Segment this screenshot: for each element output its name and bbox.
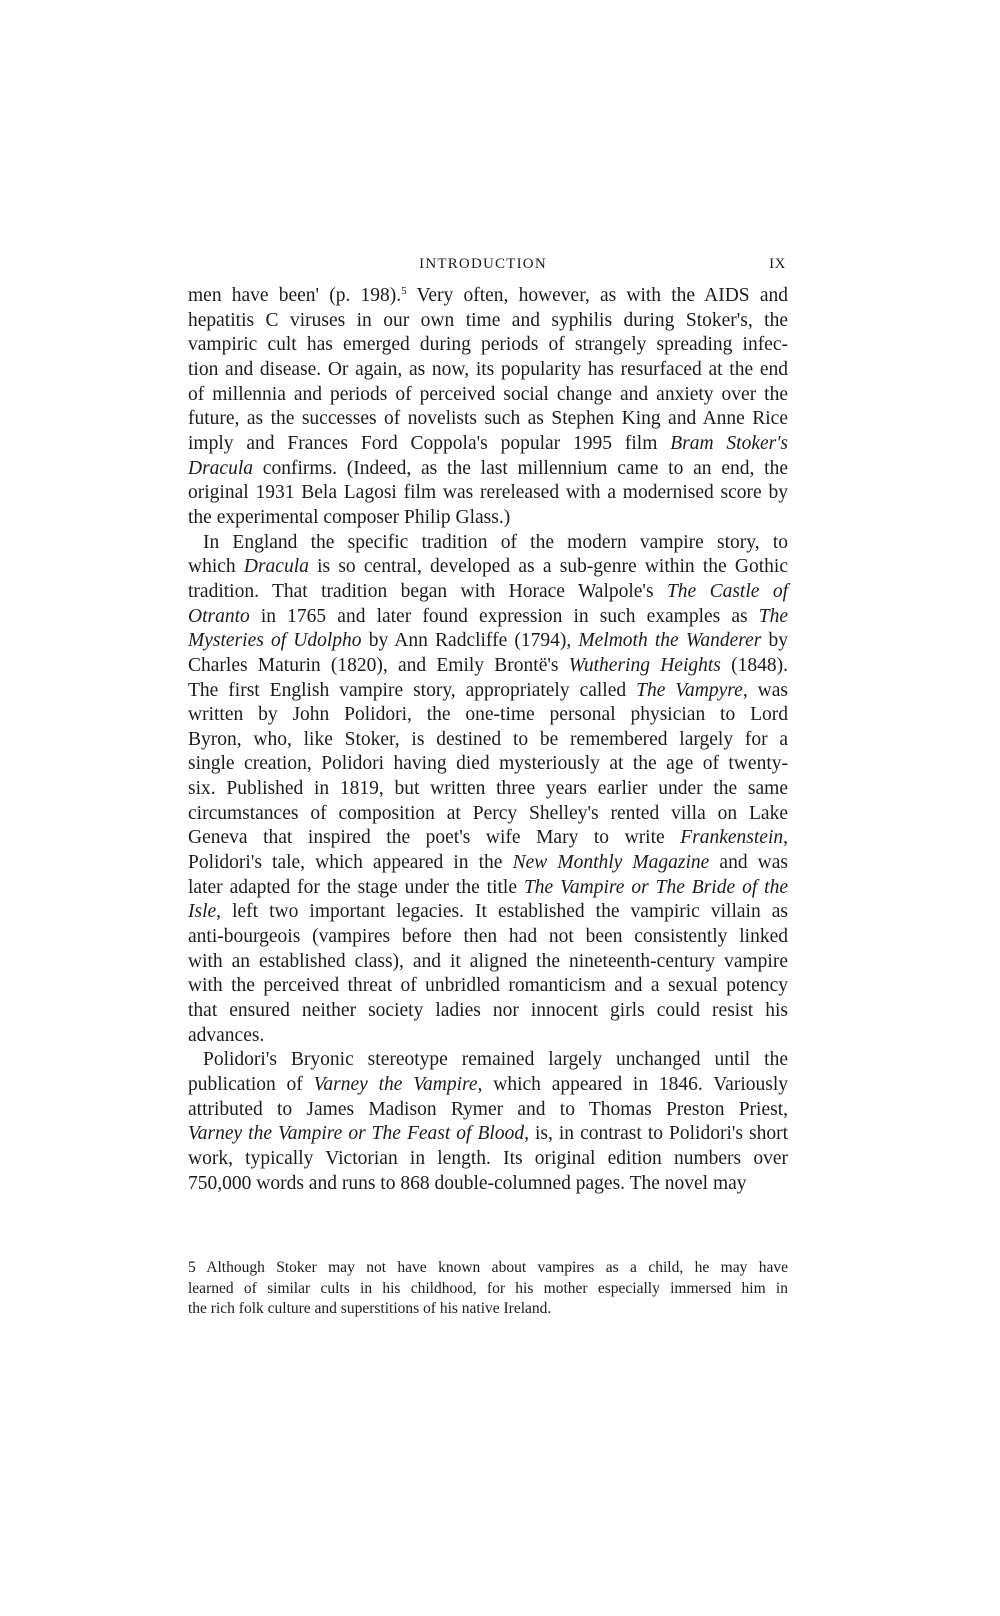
text-line [188,654,788,679]
italic-title: The [758,605,788,627]
text-run: that ensured neither society ladies nor innocent girls could resist his [188,1000,788,1022]
italic-title: Mysteries of Udolpho [188,630,362,652]
text-run: six. Published in 1819, but written three years earlier under the same [188,778,788,800]
text-line [188,481,788,506]
text-run: 750,000 words and runs to 868 double-columned pages. The novel may [188,1172,747,1194]
text-line [188,605,788,630]
italic-title: Isle [188,901,217,923]
text-line [188,309,788,334]
text-line [188,383,788,408]
text-line [188,1172,788,1197]
text-line [188,1098,788,1123]
body-text [188,284,788,1196]
running-head [188,252,788,278]
text-run: advances. [188,1024,265,1046]
text-run: with the perceived threat of unbridled romanticism and a sexual potency [188,975,788,997]
text-run: original 1931 Bela Lagosi film was rereleased with a modernised score by [188,482,788,504]
text-line [188,802,788,827]
text-line [188,1048,788,1073]
text-run: The first English vampire story, appropriately called [188,679,637,701]
text-run: Geneva that inspired the poet's wife Mary to write [188,827,681,849]
text-line [188,974,788,999]
text-run: Polidori's Bryonic stereotype remained largely unchanged until the [203,1049,788,1071]
text-line [188,752,788,777]
text-run: anti-bourgeois (vampires before then had not been consistently linked [188,926,788,948]
text-line [188,580,788,605]
paragraph [188,284,788,531]
text-line [188,284,788,309]
italic-title: The Vampyre [636,679,743,701]
text-run: future, as the successes of novelists such as Stephen King and Anne Rice [188,408,788,430]
text-line [188,679,788,704]
text-run: (1848). [720,654,788,676]
text-run: is so central, developed as a sub-genre within the Gothic [308,556,789,578]
text-line [188,925,788,950]
text-run: in 1765 and later found expression in such examples as [249,605,759,627]
text-run: publication of [188,1074,314,1095]
italic-title: New Monthly Magazine [512,852,710,874]
text-run: vampiric cult has emerged during periods of strangely spreading infec- [188,334,788,356]
text-line [188,1073,788,1098]
text-line [188,1147,788,1172]
text-run: , is, in contrast to Polidori's short [524,1123,788,1145]
text-run: work, typically Victorian in length. Its original edition numbers over [188,1147,788,1169]
italic-title: Varney the Vampire or The Feast of Blood [188,1123,525,1145]
text-run: confirms. (Indeed, as the last millennium came to an end, the [253,457,788,479]
text-line [188,555,788,580]
text-run: Polidori's tale, which appeared in the [188,852,513,874]
text-run: the experimental composer Philip Glass.) [188,506,511,528]
italic-title: The Vampire or The Bride of the [523,876,788,898]
text-run: which [188,556,244,578]
text-run: later adapted for the stage under the title [188,876,524,898]
text-run: , left two important legacies. It established the vampiric villain as [216,901,788,923]
text-run: Byron, who, like Stoker, is destined to be remembered largely for a [188,728,788,750]
text-line [188,826,788,851]
text-run: , which appeared in 1846. Variously [477,1074,789,1095]
text-line [188,407,788,432]
text-run: by Ann Radcliffe (1794), [361,630,579,652]
footnote-reference[interactable]: 5 [401,285,407,297]
text-line [188,1024,788,1049]
text-run: of millennia and periods of perceived social change and anxiety over the [188,383,788,405]
text-run: by [761,630,789,652]
footnote-line: the rich folk culture and superstitions of his native Ireland. [188,1300,552,1317]
footnote-block [188,1258,788,1320]
text-line [188,506,788,531]
text-run: imply and Frances Ford Coppola's popular 1995 film [188,432,671,454]
footnote-line: learned of similar cults in his childhood, for his mother especially immersed him in [188,1279,788,1297]
italic-title: The Castle of [666,580,788,602]
text-run: attributed to James Madison Rymer and to Thomas Preston Priest, [188,1098,788,1120]
footnote-line: 5 Although Stoker may not have known about vampires as a child, he may have [188,1259,788,1276]
text-line [188,999,788,1024]
text-run: men have been' (p. 198). [188,285,402,306]
paragraph [188,1048,788,1196]
text-run: In England the specific tradition of the modern vampire story, to [203,531,788,553]
text-run: Charles Maturin (1820), and Emily Brontë's [188,654,569,676]
text-line [188,1122,788,1147]
running-head-title: INTRODUCTION [419,256,547,272]
italic-title: Dracula [243,556,309,578]
text-run: circumstances of composition at Percy Shelley's rented villa on Lake [188,802,788,824]
paragraph [188,531,788,1049]
text-line [188,531,788,556]
text-run: tradition. That tradition began with Horace Walpole's [188,580,667,602]
text-line [188,728,788,753]
text-line [188,358,788,383]
text-run: written by John Polidori, the one-time personal physician to Lord [188,704,788,726]
italic-title: Melmoth the Wanderer [578,630,762,652]
text-run: , [783,827,788,849]
italic-title: Wuthering Heights [568,654,721,676]
text-line [188,629,788,654]
italic-title: Frankenstein [680,827,784,849]
text-line [188,876,788,901]
text-line [188,777,788,802]
text-line [188,950,788,975]
italic-title: Bram Stoker's [670,432,788,454]
text-run: with an established class), and it aligned the nineteenth-century vampire [188,950,788,972]
text-run: single creation, Polidori having died mysteriously at the age of twenty- [188,753,788,775]
text-run: , was [742,679,788,701]
text-line [188,900,788,925]
text-line [188,432,788,457]
text-run: and was [709,852,789,874]
text-line [188,703,788,728]
italic-title: Varney the Vampire [313,1074,478,1095]
text-run: hepatitis C viruses in our own time and syphilis during Stoker's, the [188,309,788,331]
book-page [188,252,788,1196]
text-line [188,457,788,482]
italic-title: Otranto [188,605,250,627]
text-run: tion and disease. Or again, as now, its popularity has resurfaced at the end [188,358,788,380]
text-line [188,851,788,876]
page-number: IX [769,256,786,272]
text-run: Very often, however, as with the AIDS and [406,285,788,306]
italic-title: Dracula [188,457,253,479]
text-line [188,333,788,358]
